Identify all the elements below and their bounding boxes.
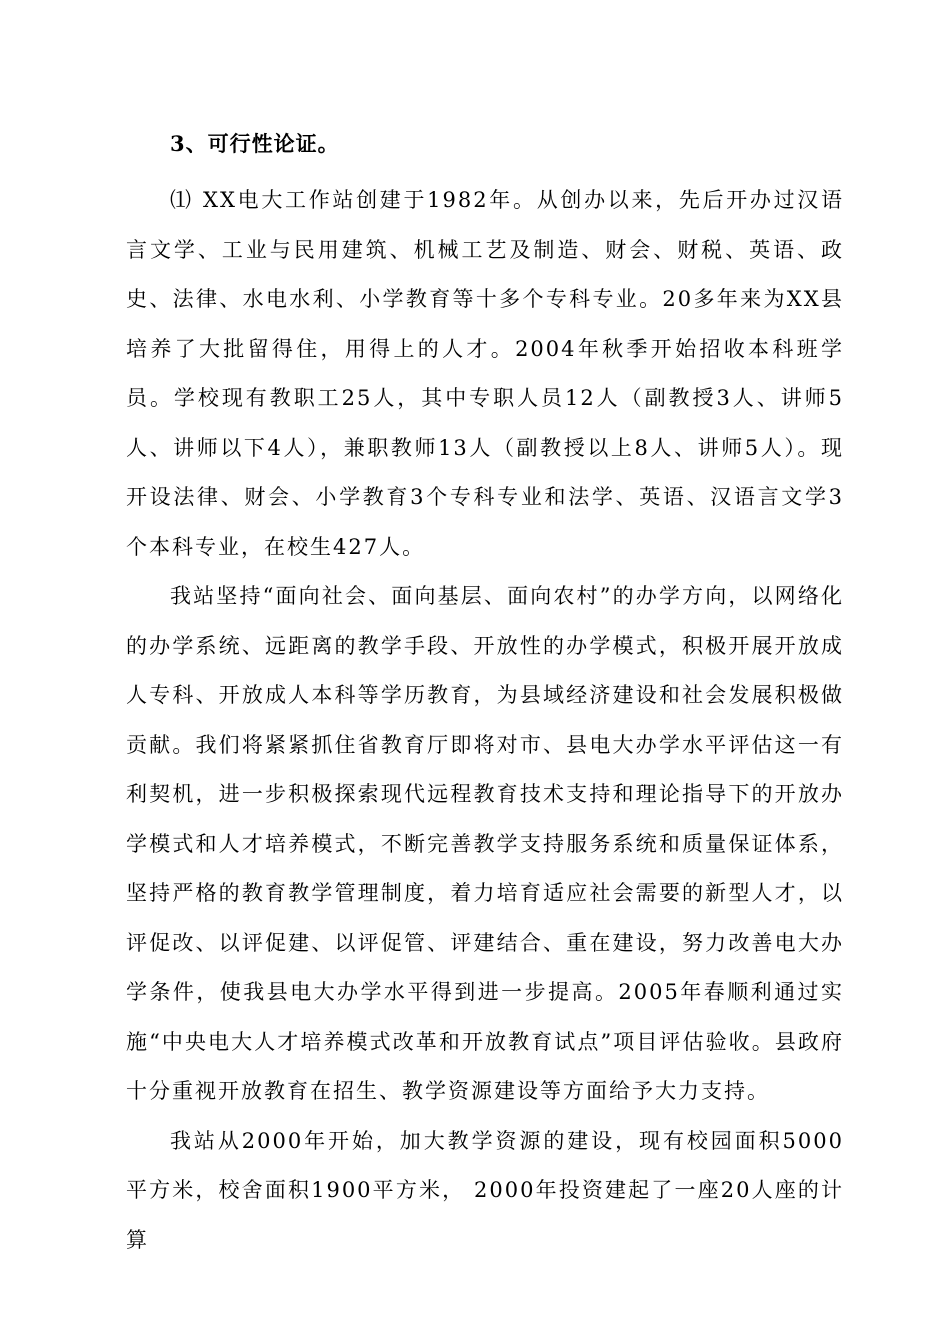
paragraph-1: ⑴ XX电大工作站创建于1982年。从创办以来，先后开办过汉语言文学、工业与民用建筑、机械工艺及制造、财会、财税、英语、政史、法律、水电水利、小学教育等十多个专科专业。20多年来为XX县培养了大批留得住，用得上的人才。2004年秋季开始招收本科班学员。学校现有教职工25人，其中专职人员12人（副教授3人、讲师5人、讲师以下4人），兼职教师13人（副教授以上8人、讲师5人）。现开设法律、财会、小学教育3个专科专业和法学、英语、汉语言文学3个本科专业，在校生427人。 (126, 188, 844, 559)
paragraph-3: 我站从2000年开始，加大教学资源的建设，现有校园面积5000平方米，校舍面积1900平方米， 2000年投资建起了一座20人座的计算 (126, 1128, 844, 1252)
paragraph-2: 我站坚持“面向社会、面向基层、面向农村”的办学方向，以网络化的办学系统、远距离的教学手段、开放性的办学模式，积极开展开放成人专科、开放成人本科等学历教育，为县域经济建设和社会发展积极做贡献。我们将紧紧抓住省教育厅即将对市、县电大办学水平评估这一有利契机，进一步积极探索现代远程教育技术支持和理论指导下的开放办学模式和人才培养模式，不断完善教学支持服务系统和质量保证体系，坚持严格的教育教学管理制度，着力培育适应社会需要的新型人才，以评促改、以评促建、以评促管、评建结合、重在建设，努力改善电大办学条件，使我县电大办学水平得到进一步提高。2005年春顺利通过实施“中央电大人才培养模式改革和开放教育试点”项目评估验收。县政府十分重视开放教育在招生、教学资源建设等方面给予大力支持。 (126, 584, 844, 1103)
document-body (126, 128, 844, 1265)
section-heading: 3、可行性论证。 (170, 131, 340, 156)
